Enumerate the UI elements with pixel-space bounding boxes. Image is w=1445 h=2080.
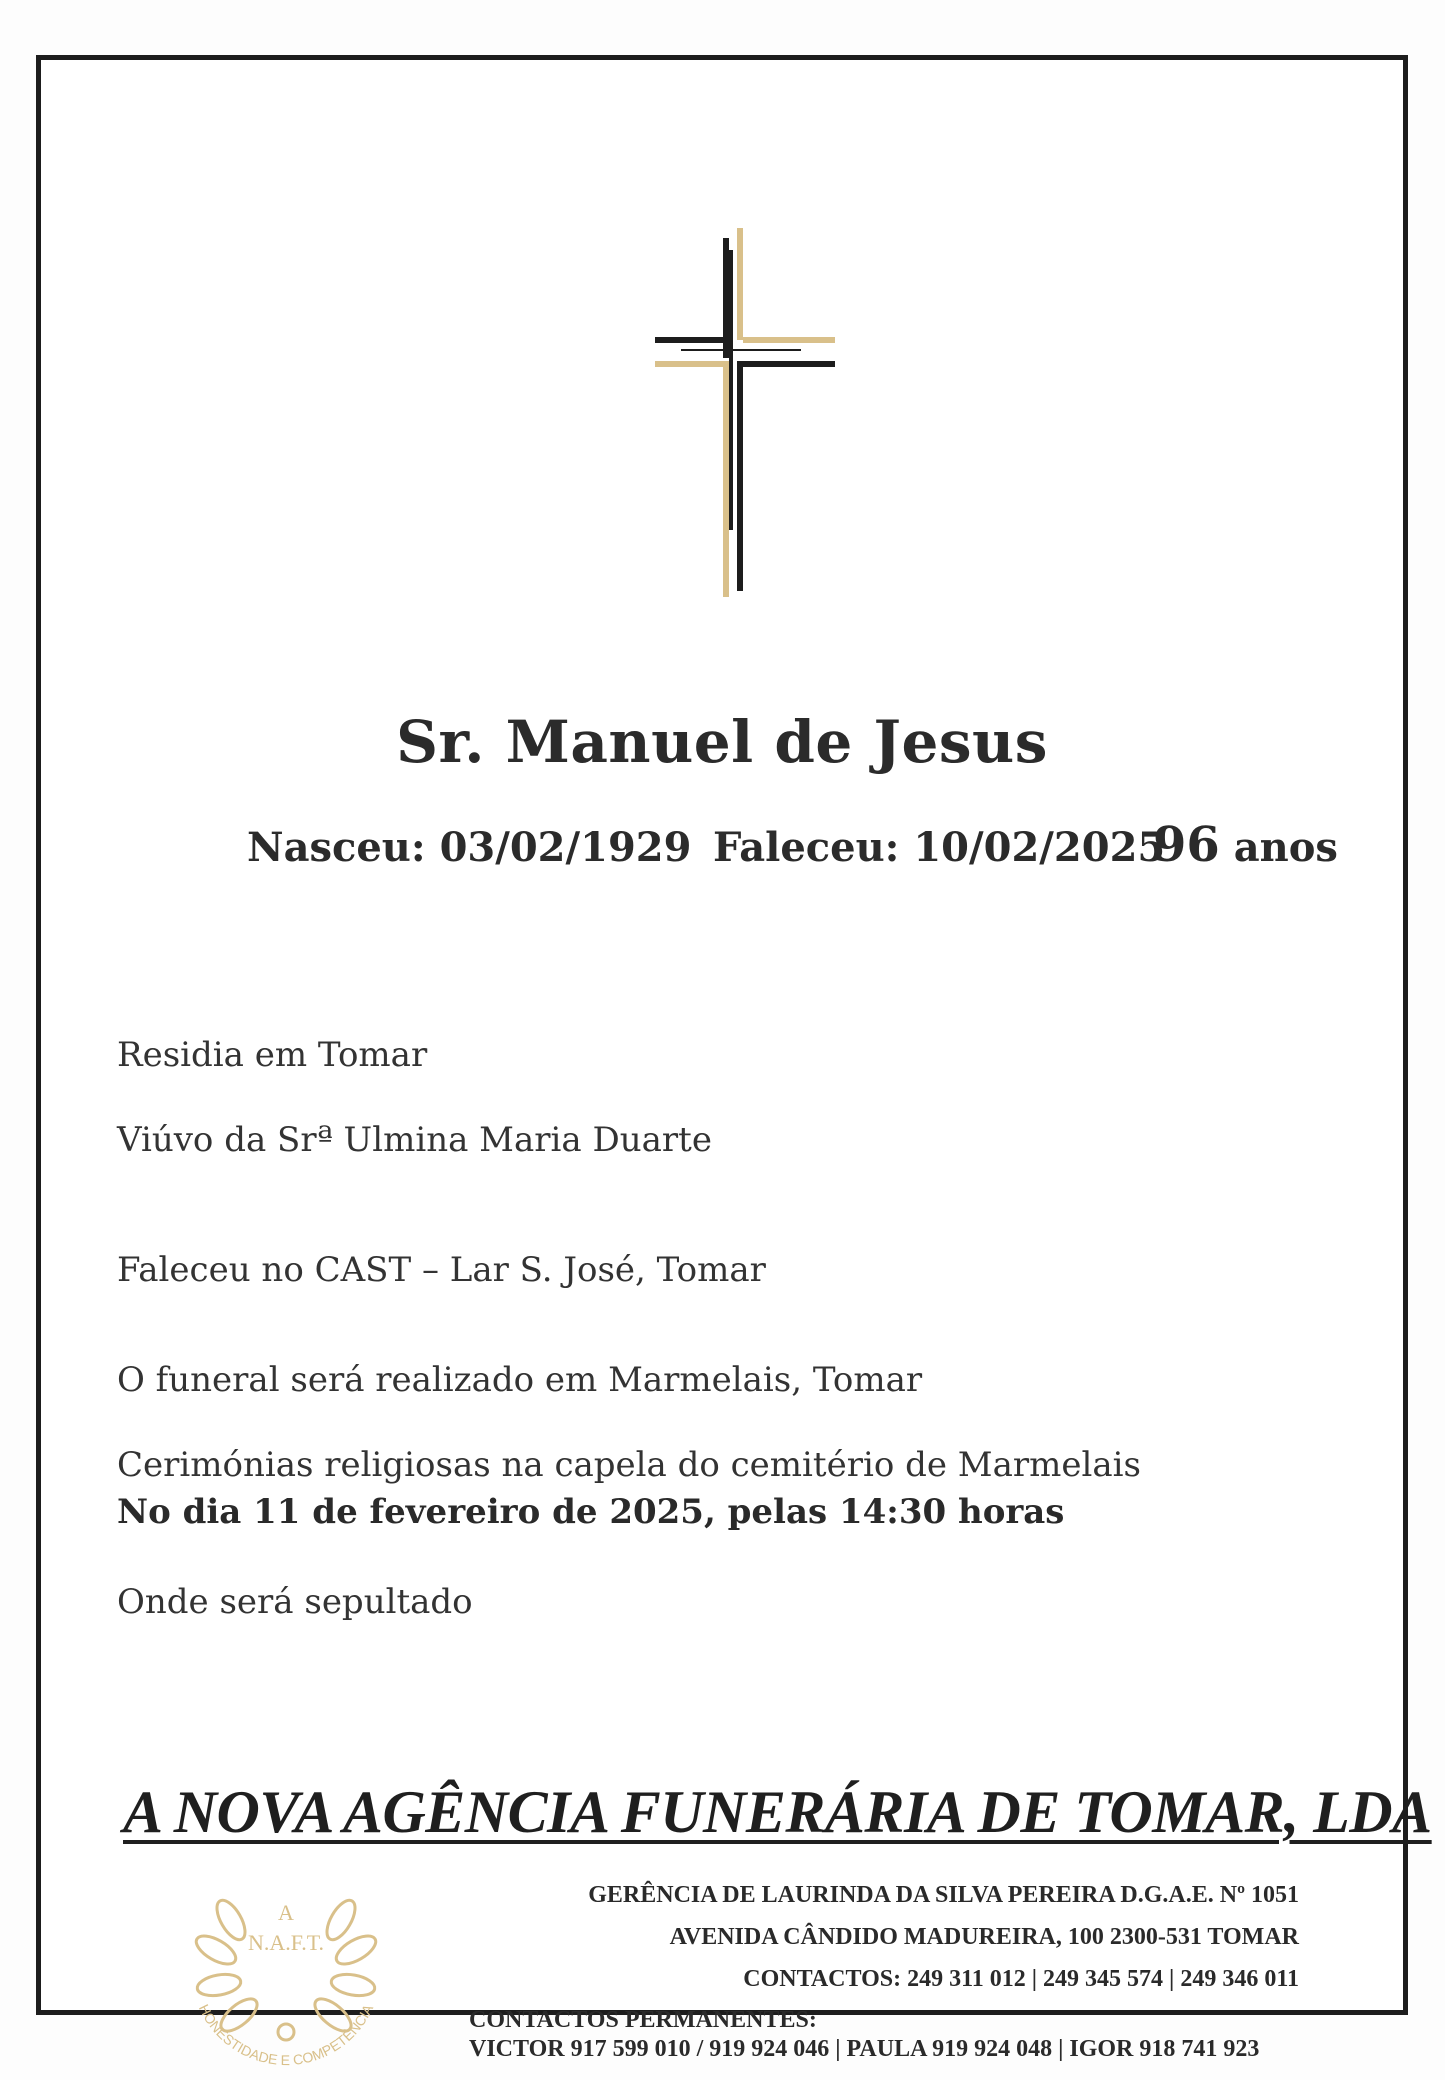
permanent-contacts-title: CONTACTOS PERMANENTES: (469, 2007, 817, 2033)
cross-icon (653, 228, 843, 598)
age (1153, 817, 1338, 873)
ceremonies-text: Cerimónias religiosas na capela do cemitério de Marmelais (117, 1445, 1141, 1485)
place-of-death-text: Faleceu no CAST – Lar S. José, Tomar (117, 1250, 766, 1290)
permanent-contacts-numbers: VICTOR 917 599 010 / 919 924 046 | PAULA 919 924 048 | IGOR 918 741 923 (469, 2036, 1260, 2062)
obituary-frame (36, 55, 1432, 2069)
life-dates (247, 817, 1338, 873)
funeral-text: O funeral será realizado em Marmelais, Tomar (117, 1360, 923, 1400)
logo-center-text: N.A.F.T. (247, 1930, 325, 1955)
widower-text: Viúvo da Srª Ulmina Maria Duarte (117, 1120, 712, 1160)
naft-logo (171, 1860, 401, 2080)
residence-text: Residia em Tomar (117, 1035, 428, 1075)
age-number: 96 (1153, 817, 1220, 873)
agency-name: A NOVA AGÊNCIA FUNERÁRIA DE TOMAR, LDA (123, 1779, 1432, 1845)
logo-motto: HONESTIDADE E COMPETÊNCIA (195, 2001, 377, 2069)
agency-management: GERÊNCIA DE LAURINDA DA SILVA PEREIRA D.G.A.E. Nº 1051 (588, 1882, 1299, 1908)
deceased-name: Sr. Manuel de Jesus (396, 708, 1048, 776)
agency-address: AVENIDA CÂNDIDO MADUREIRA, 100 2300-531 TOMAR (669, 1924, 1299, 1950)
birth-date: Nasceu: 03/02/1929 (247, 824, 692, 871)
agency-contacts: CONTACTOS: 249 311 012 | 249 345 574 | 249 346 011 (743, 1966, 1299, 1992)
date-time-text: No dia 11 de fevereiro de 2025, pelas 14:30 horas (117, 1492, 1065, 1532)
age-unit: anos (1233, 824, 1338, 871)
death-date: Faleceu: 10/02/2025 (713, 824, 1166, 871)
logo-top-letter: A (278, 1900, 294, 1925)
burial-text: Onde será sepultado (117, 1582, 473, 1622)
